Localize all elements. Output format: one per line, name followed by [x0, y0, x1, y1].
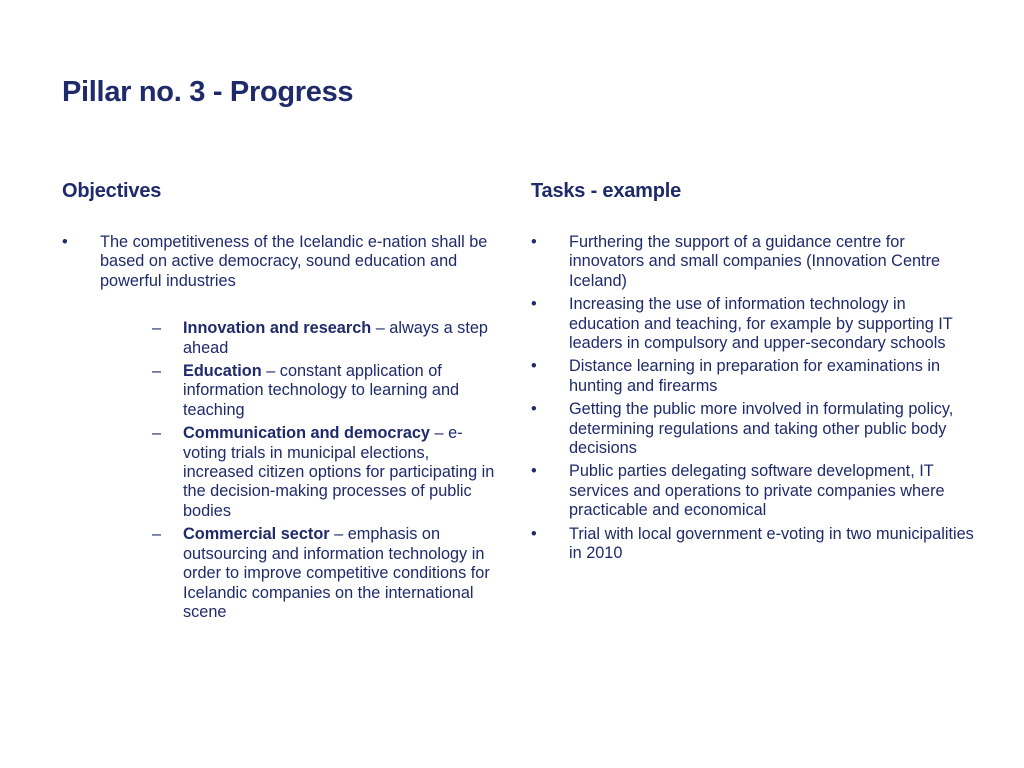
- task-item: [531, 357, 976, 396]
- objective-text: – emphasis on outsourcing and information technology in order to improve competitive conditions for Icelandic companies on the international scene: [183, 525, 490, 621]
- bullet-icon: •: [531, 400, 537, 419]
- objectives-sub-list: [100, 319, 502, 622]
- objective-text: – always a step ahead: [183, 319, 488, 357]
- objective-term: Communication and democracy: [183, 424, 430, 443]
- task-text: Public parties delegating software development, IT services and operations to private companies where practicable and economical: [569, 462, 945, 520]
- dash-icon: –: [152, 525, 162, 544]
- dash-icon: –: [152, 319, 162, 338]
- bullet-icon: •: [62, 233, 68, 251]
- bullet-icon: •: [531, 295, 537, 314]
- bullet-icon: •: [531, 233, 537, 251]
- task-item: [531, 525, 976, 564]
- objective-sub-point: [100, 525, 502, 622]
- objective-text: – constant application of information technology to learning and teaching: [183, 362, 460, 419]
- task-text: Increasing the use of information technology in education and teaching, for example by supporting IT leaders in compulsory and upper-secondary schools: [569, 295, 953, 353]
- objectives-main-point: [62, 233, 502, 622]
- task-text: Furthering the support of a guidance centre for innovators and small companies (Innovation Centre Iceland): [569, 233, 941, 290]
- bullet-icon: •: [531, 357, 537, 376]
- objective-term: Commercial sector: [183, 525, 330, 544]
- objective-sub-point: [100, 424, 502, 521]
- task-text: Getting the public more involved in formulating policy, determining regulations and taking other public body decisions: [569, 400, 954, 458]
- task-item: [531, 295, 976, 353]
- objectives-heading: Objectives: [62, 180, 162, 202]
- objectives-list: [62, 233, 502, 622]
- dash-icon: –: [152, 362, 162, 381]
- objective-term: Innovation and research: [183, 319, 372, 338]
- task-item: [531, 462, 976, 520]
- objective-term: Education: [183, 362, 262, 381]
- task-item: [531, 400, 976, 458]
- task-text: Trial with local government e-voting in two municipalities in 2010: [569, 524, 974, 563]
- tasks-list: [531, 233, 976, 564]
- slide-title: Pillar no. 3 - Progress: [62, 76, 354, 108]
- objective-sub-point: [100, 319, 502, 358]
- objective-sub-point: [100, 362, 502, 420]
- bullet-icon: •: [531, 462, 537, 481]
- objective-text: – e-voting trials in municipal elections, increased citizen options for participating in the decision-making processes of public bodies: [183, 424, 495, 520]
- objectives-main-point-text: The competitiveness of the Icelandic e-nation shall be based on active democracy, sound education and powerful industries: [100, 233, 488, 290]
- tasks-heading: Tasks - example: [531, 180, 682, 202]
- objectives-column: [62, 180, 502, 626]
- task-item: [531, 233, 976, 291]
- bullet-icon: •: [531, 524, 537, 543]
- dash-icon: –: [152, 424, 162, 443]
- tasks-column: [531, 180, 976, 568]
- task-text: Distance learning in preparation for examinations in hunting and firearms: [569, 357, 941, 395]
